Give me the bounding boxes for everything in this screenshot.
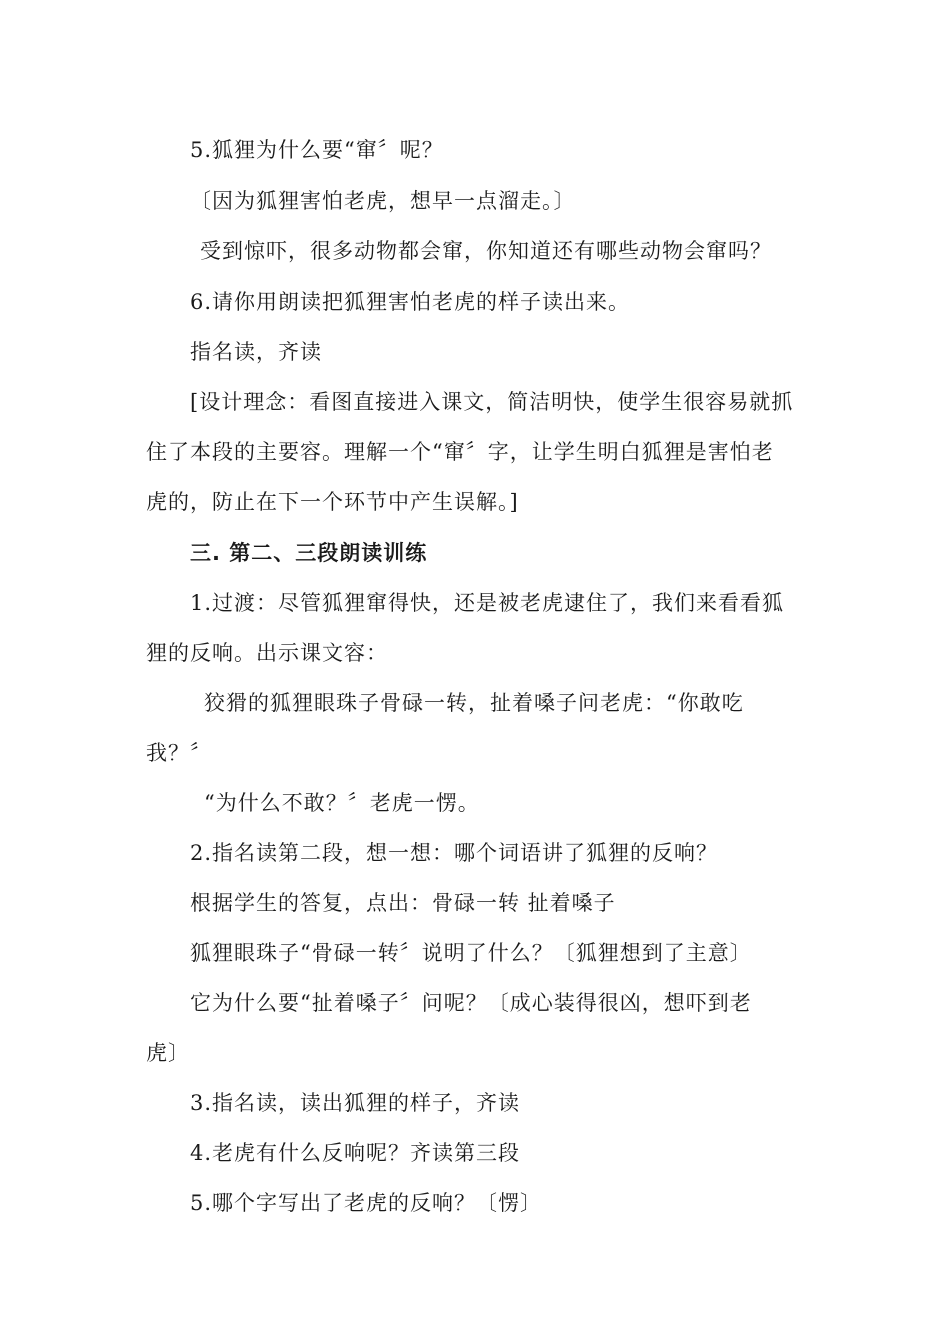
shout-question-line-1: 它为什么要“扯着嗓子〞问呢？〔成心装得很凶，想吓到老 bbox=[190, 991, 752, 1015]
question-5-line: 5.狐狸为什么要“窜〞呢？ bbox=[190, 138, 444, 162]
transition-line-2: 狸的反响。出示课文容： bbox=[146, 641, 388, 665]
transition-line-1: 1.过渡：尽管狐狸窜得快，还是被老虎逮住了，我们来看看狐 bbox=[190, 591, 785, 615]
text-excerpt-line-3: “为什么不敢？〞老虎一愣。 bbox=[204, 791, 480, 815]
extension-question-line: 受到惊吓，很多动物都会窜，你知道还有哪些动物会窜吗？ bbox=[200, 239, 772, 263]
question-2-line: 2.指名读第二段，想一想：哪个词语讲了狐狸的反响？ bbox=[190, 841, 719, 865]
question-6-line: 6.请你用朗读把狐狸害怕老虎的样子读出来。 bbox=[190, 290, 631, 314]
text-excerpt-line-2: 我？〞 bbox=[146, 741, 212, 765]
question-3-line: 3.指名读，读出狐狸的样子，齐读 bbox=[190, 1091, 521, 1115]
eye-roll-question-line: 狐狸眼珠子“骨碌一转〞说明了什么？〔狐狸想到了主意〕 bbox=[190, 941, 752, 965]
shout-question-line-2: 虎〕 bbox=[146, 1041, 190, 1065]
key-phrases-line: 根据学生的答复，点出：骨碌一转 扯着嗓子 bbox=[190, 891, 616, 915]
question-4-line: 4.老虎有什么反响呢？齐读第三段 bbox=[190, 1141, 521, 1165]
design-note-line-3: 虎的，防止在下一个环节中产生误解。] bbox=[146, 490, 519, 514]
reading-instruction-line: 指名读，齐读 bbox=[190, 340, 322, 364]
text-excerpt-line-1: 狡猾的狐狸眼珠子骨碌一转，扯着嗓子问老虎：“你敢吃 bbox=[204, 691, 744, 715]
answer-5-line: 〔因为狐狸害怕老虎，想早一点溜走。〕 bbox=[190, 189, 576, 213]
question-5b-line: 5.哪个字写出了老虎的反响？〔愣〕 bbox=[190, 1191, 543, 1215]
design-note-line-1: [设计理念：看图直接进入课文，简洁明快，使学生很容易就抓 bbox=[190, 390, 794, 414]
section-heading: 三. 第二、三段朗读训练 bbox=[190, 541, 428, 565]
design-note-line-2: 住了本段的主要容。理解一个“窜〞字，让学生明白狐狸是害怕老 bbox=[146, 440, 774, 464]
